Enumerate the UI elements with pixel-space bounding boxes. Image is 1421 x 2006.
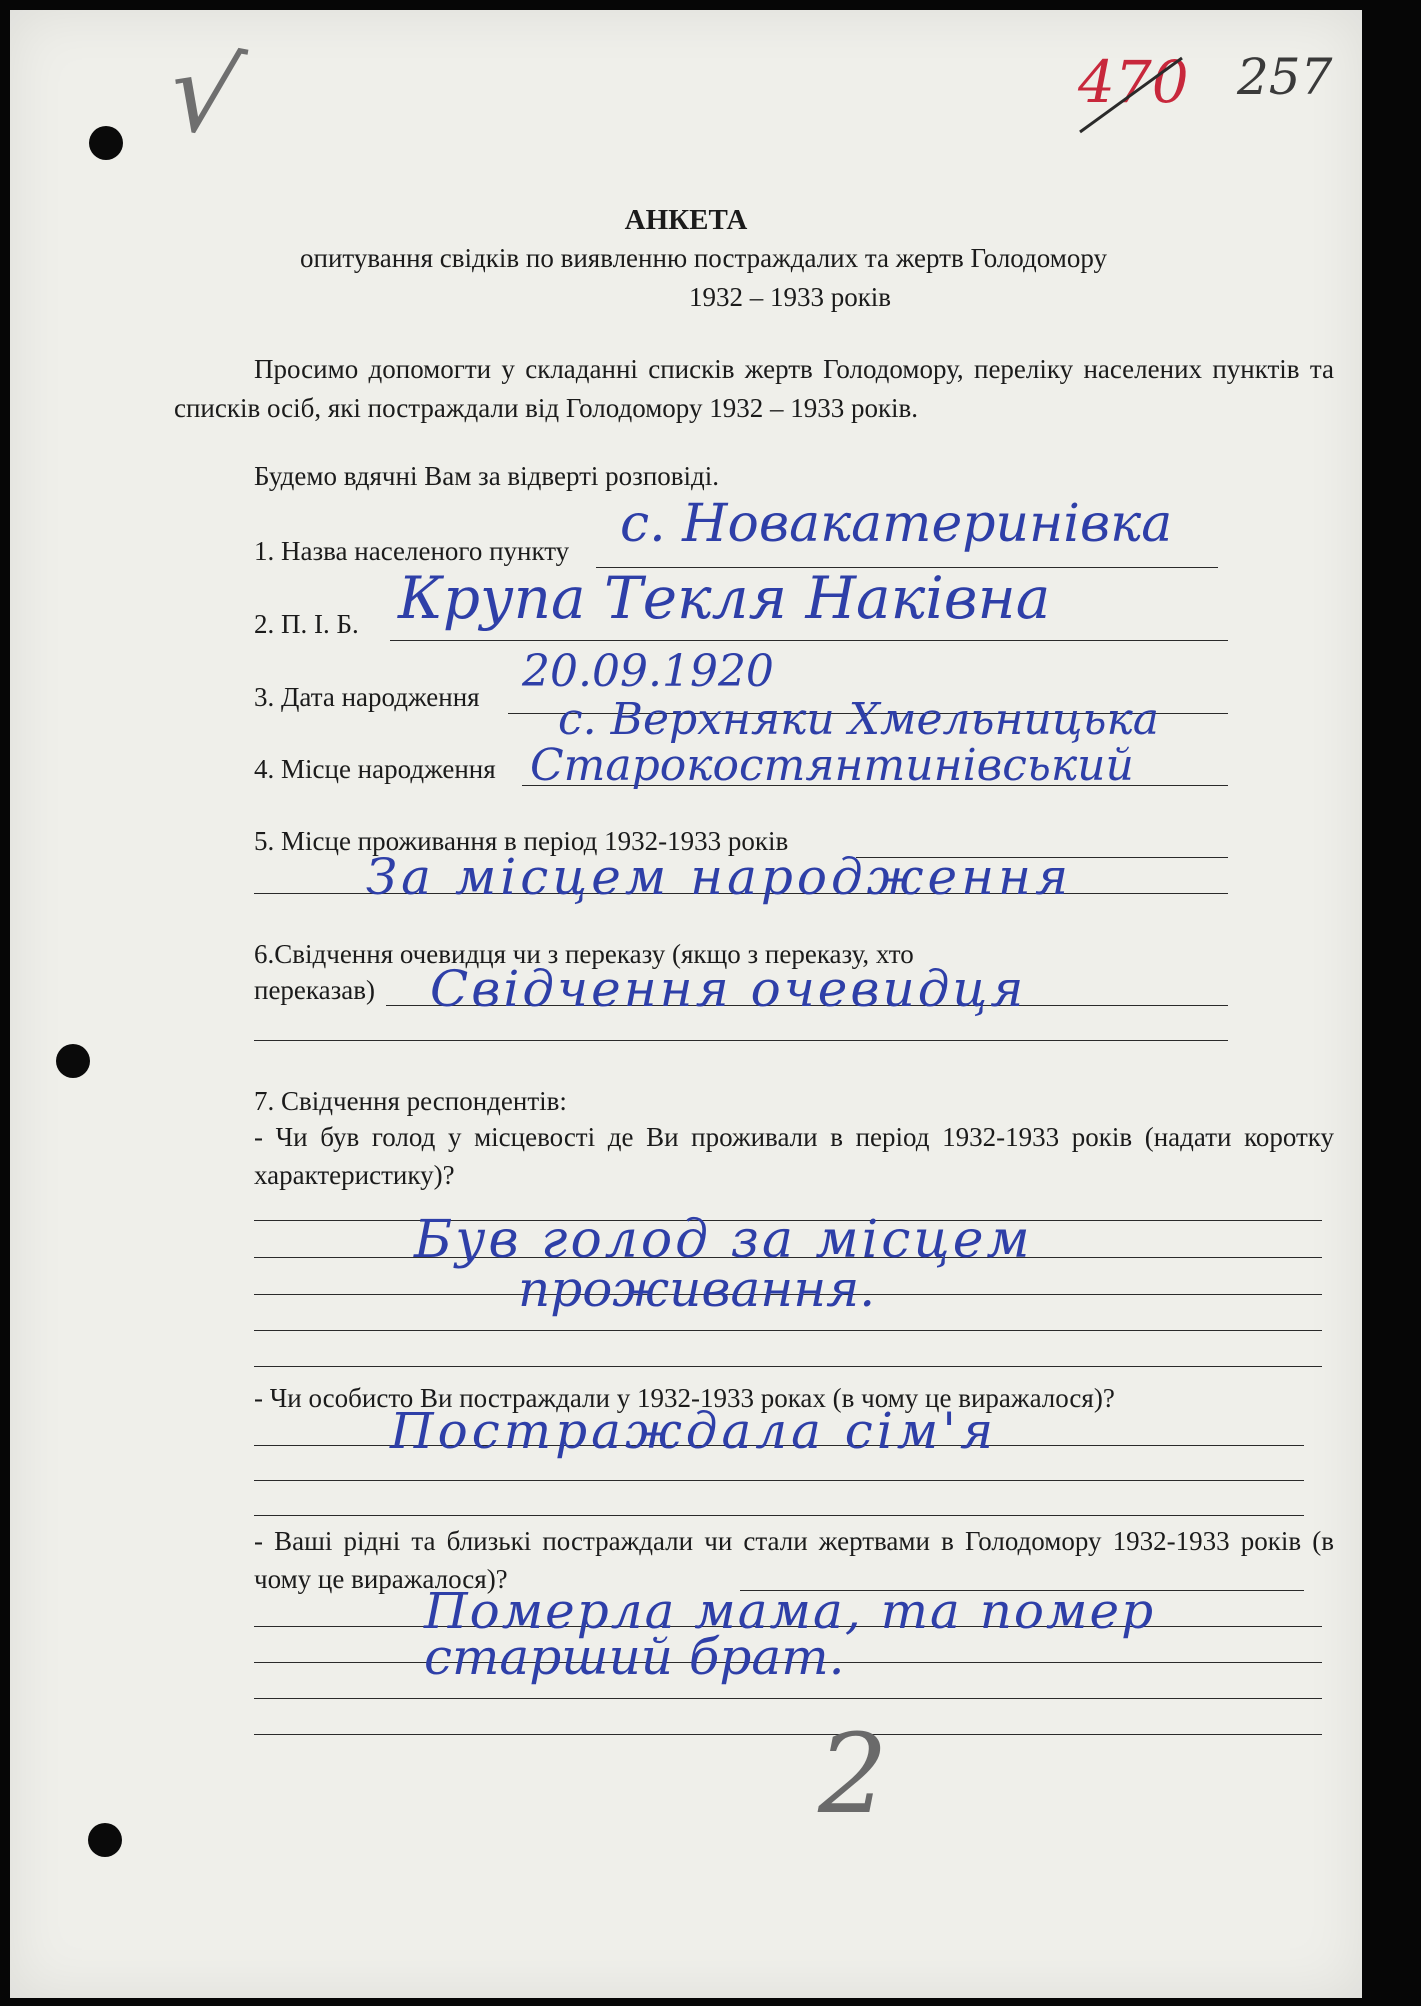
handwritten-checkmark: √	[159, 24, 251, 164]
witness-label-line1: 6.Свідчення очевидця чи з переказу (якщо з переказу, хто	[254, 939, 914, 969]
residence-label: 5. Місце проживання в період 1932-1933 років	[254, 826, 789, 856]
punch-hole-bottom	[88, 1823, 122, 1857]
birthplace-answer-line2: Старокостянтинівський	[530, 740, 1134, 791]
form-subtitle: опитування свідків по виявленню постраждалих та жертв Голодомору	[300, 243, 1107, 273]
personal-line-3	[254, 1515, 1304, 1516]
page-number: 2	[818, 1710, 888, 1838]
thanks-line: Будемо вдячні Вам за відверті розповіді.	[254, 461, 720, 491]
witness-label-line2: переказав)	[254, 975, 375, 1005]
personal-line-2	[254, 1480, 1304, 1481]
old-archive-number: 470	[1078, 48, 1189, 116]
witness-line-2	[254, 1040, 1228, 1041]
relatives-answer-line2: старший брат.	[424, 1628, 845, 1686]
testimony-heading: 7. Свідчення респондентів:	[254, 1086, 567, 1116]
name-line	[390, 640, 1228, 641]
punch-hole-middle	[56, 1044, 90, 1078]
testimony-question-personal: - Чи особисто Ви постраждали у 1932-1933 роках (в чому це виражалося)?	[254, 1383, 1115, 1413]
birthplace-label: 4. Місце народження	[254, 754, 496, 784]
residence-answer: За місцем народження	[366, 848, 1073, 906]
punch-hole-top	[89, 126, 123, 160]
intro-paragraph: Просимо допомогти у складанні списків жертв Голодомору, переліку населених пунктів та списків осіб, які постраждали від Голодомору 1932 – 1933 років.	[174, 354, 1334, 423]
name-label: 2. П. І. Б.	[254, 609, 359, 639]
testimony-question-relatives: - Ваші рідні та близькі постраждали чи стали жертвами в Голодомору 1932-1933 років (в чому це виражалося)?	[254, 1526, 1334, 1594]
famine-answer-line2: проживання.	[518, 1260, 876, 1318]
document-page	[10, 10, 1362, 1998]
famine-answer-line1: Був голод за місцем	[414, 1210, 1033, 1270]
birthplace-answer-line1: с. Верхняки Хмельницька	[558, 694, 1159, 745]
form-title: АНКЕТА	[624, 204, 748, 236]
archive-number: 257	[1237, 48, 1333, 106]
birth-date-label: 3. Дата народження	[254, 682, 480, 712]
famine-line-5	[254, 1366, 1322, 1367]
birth-date-answer: 20.09.1920	[522, 646, 774, 697]
relatives-answer-line1: Померла мама, та помер	[424, 1582, 1156, 1640]
testimony-question-famine: - Чи був голод у місцевості де Ви проживали в період 1932-1933 років (надати коротку характеристику)?	[254, 1122, 1334, 1190]
settlement-label: 1. Назва населеного пункту	[254, 536, 570, 566]
name-answer: Крупа Текля Наківна	[398, 564, 1051, 632]
personal-answer: Постраждала сім'я	[390, 1402, 998, 1460]
settlement-answer: с. Новакатеринівка	[620, 494, 1173, 554]
strike-through-mark	[1072, 50, 1192, 140]
form-years: 1932 – 1933 років	[688, 282, 892, 312]
famine-line-4	[254, 1330, 1322, 1331]
witness-answer: Свідчення очевидця	[430, 960, 1027, 1018]
relatives-line-5	[254, 1734, 1322, 1735]
relatives-line-4	[254, 1698, 1322, 1699]
